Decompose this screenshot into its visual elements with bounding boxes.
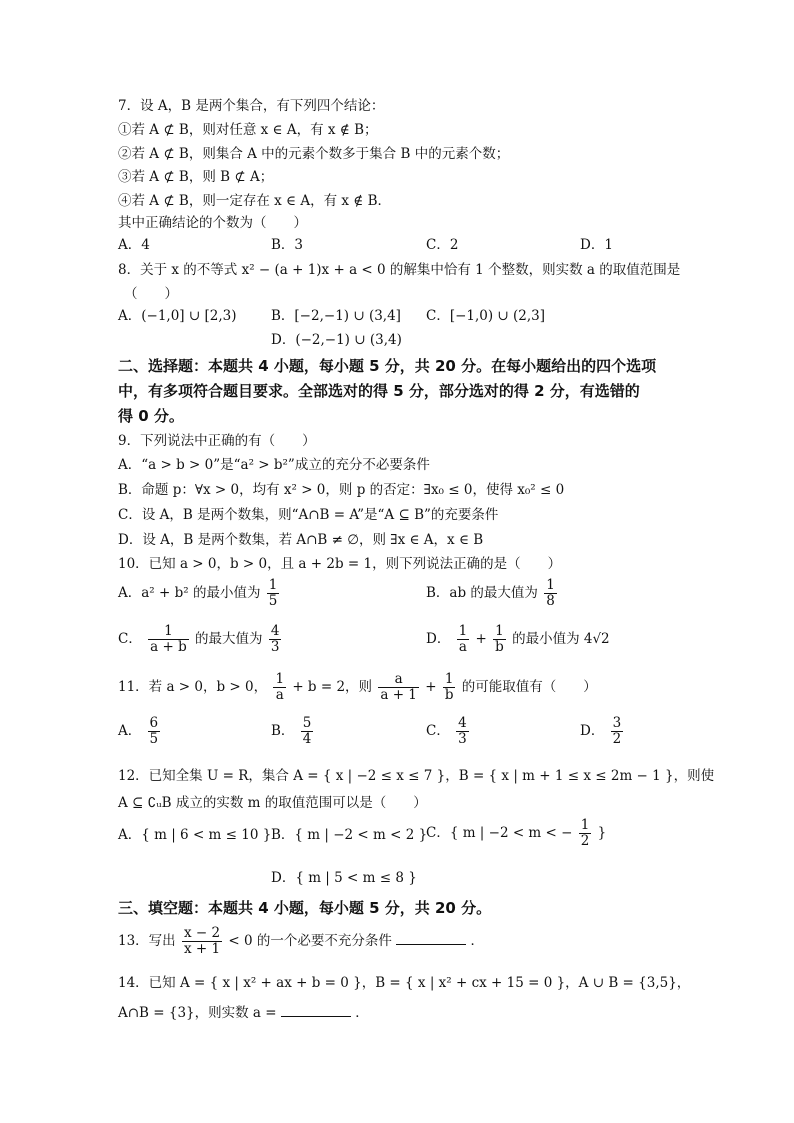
section2-heading-line3: 得 0 分。	[118, 407, 184, 425]
q10-d-num2: 1	[493, 624, 506, 640]
q7-conclusion-4: ④若 A ⊄ B，则一定存在 x ∈ A，有 x ∉ B．	[118, 193, 391, 209]
q11-b-fraction	[301, 716, 314, 747]
q10-option-c	[118, 624, 283, 655]
q11-a-num: 6	[149, 715, 159, 731]
q10-a-fraction	[267, 578, 280, 609]
q11-d-num: 3	[612, 715, 622, 731]
q11-fraction-1	[273, 672, 286, 703]
q10-c-fraction-1	[148, 624, 189, 655]
q8-option-d: D．(−2,−1) ∪ (3,4)	[271, 332, 402, 348]
q10-option-d	[426, 624, 610, 655]
q7-conclusion-1: ①若 A ⊄ B，则对任意 x ∈ A，有 x ∉ B；	[118, 122, 378, 138]
q8-option-b: B．[−2,−1) ∪ (3,4]	[271, 308, 401, 324]
q10-d-num1: 1	[458, 623, 468, 639]
q10-c-mid: 的最大值为	[195, 631, 263, 647]
q10-b-den: 8	[546, 593, 555, 609]
q11-pre: 11．若 a > 0，b > 0，	[118, 679, 268, 695]
q11-c-label: C．	[426, 723, 450, 739]
q11-f1-num: 1	[275, 671, 285, 687]
q13-fraction	[182, 926, 222, 957]
q10-b-fraction	[544, 578, 557, 609]
q7-option-a: A．4	[118, 237, 150, 253]
q14-answer-blank[interactable]	[281, 1002, 351, 1017]
q10-c-den: a + b	[150, 639, 187, 655]
q13-post: < 0 的一个必要不充分条件	[228, 933, 392, 949]
q11-a-label: A．	[118, 723, 142, 739]
q11-option-d	[580, 716, 625, 747]
q10-a-num: 1	[268, 577, 278, 593]
q11-f3-num: 1	[443, 672, 456, 688]
q7-conclusion-3: ③若 A ⊄ B，则 B ⊄ A；	[118, 169, 274, 185]
q11-post: 的可能取值有（ ）	[461, 679, 597, 695]
q8-option-c: C．[−1,0) ∪ (2,3]	[426, 308, 546, 324]
q12-option-c	[426, 818, 606, 849]
q10-a-den: 5	[268, 593, 278, 609]
q13-answer-blank[interactable]	[396, 930, 466, 945]
q13-den: x + 1	[183, 941, 221, 957]
q11-plus: +	[425, 679, 437, 695]
q11-f3-den: b	[444, 687, 454, 703]
q11-c-den: 3	[458, 731, 467, 747]
q12-option-a: A．{ m | 6 < m ≤ 10 }	[118, 827, 272, 843]
q11-option-b	[271, 716, 315, 747]
q9-option-a: A．“a > b > 0”是“a² > b²”成立的充分不必要条件	[118, 457, 430, 473]
q11-option-c	[426, 716, 471, 747]
q10-d-den2: b	[495, 639, 504, 655]
q9-option-d: D．设 A，B 是两个数集，若 A∩B ≠ ∅，则 ∃x ∈ A，x ∈ B	[118, 532, 484, 548]
q12-option-b: B．{ m | −2 < m < 2 }	[271, 827, 428, 843]
q7-ask: 其中正确结论的个数为（ ）	[118, 215, 307, 231]
q13-end: ．	[470, 933, 484, 949]
section3-heading: 三、填空题：本题共 4 小题，每小题 5 分，共 20 分。	[118, 899, 492, 917]
q9-option-c: C．设 A，B 是两个数集，则“A∩B = A”是“A ⊆ B”的充要条件	[118, 507, 499, 523]
q12-c-num: 1	[580, 817, 590, 833]
q8-paren: （ ）	[124, 286, 178, 302]
q11-b-label: B．	[271, 723, 295, 739]
q11-d-den: 2	[612, 731, 622, 747]
q10-c-num2: 4	[270, 623, 280, 639]
q10-d-plus: +	[475, 631, 487, 647]
q11-a-fraction	[148, 716, 161, 747]
q11-c-fraction	[456, 716, 469, 747]
q10-d-fraction-2	[493, 624, 506, 655]
q10-option-b	[426, 578, 559, 609]
q14-line-1: 14．已知 A = { x | x² + ax + b = 0 }，B = { x | x² + cx + 15 = 0 }，A ∪ B = {3,5}，	[118, 975, 691, 991]
q12-c-pre: C．{ m | −2 < m < −	[426, 825, 573, 841]
q11-fraction-2	[378, 672, 419, 703]
q11-c-num: 4	[458, 715, 467, 731]
q14-text: A∩B = {3}，则实数 a =	[118, 1005, 277, 1021]
q10-a-text: A．a² + b² 的最小值为	[118, 585, 261, 601]
q11-f1-den: a	[275, 687, 284, 703]
q12-stem-2: A ⊆ ∁ᵤB 成立的实数 m 的取值范围可以是（ ）	[118, 795, 427, 811]
q10-option-a	[118, 578, 281, 609]
q11-a-den: 5	[149, 731, 159, 747]
q10-d-post: 的最小值为 4√2	[512, 631, 610, 647]
q12-c-post: }	[597, 825, 607, 841]
q12-c-den: 2	[580, 833, 590, 849]
q11-f2-num: a	[378, 672, 419, 688]
q12-stem: 12．已知全集 U = R，集合 A = { x | −2 ≤ x ≤ 7 }，B = { x | m + 1 ≤ x ≤ 2m − 1 }，则使	[118, 768, 715, 784]
q13-num: x − 2	[183, 925, 221, 941]
q11-f2-den: a + 1	[380, 687, 417, 703]
q10-d-fraction-1	[457, 624, 470, 655]
q11-b-den: 4	[302, 731, 312, 747]
q11-option-a	[118, 716, 162, 747]
q10-c-den2: 3	[270, 639, 280, 655]
q13-pre: 13．写出	[118, 933, 176, 949]
q14-end: ．	[355, 1005, 369, 1021]
section2-heading-line2: 中，有多项符合题目要求。全部选对的得 5 分，部分选对的得 2 分，有选错的	[118, 382, 640, 400]
q11-b-num: 5	[302, 715, 312, 731]
q11-d-fraction	[611, 716, 624, 747]
q7-option-b: B．3	[271, 237, 304, 253]
q10-c-label: C．	[118, 631, 142, 647]
q10-c-num: 1	[148, 624, 189, 640]
q7-stem: 7．设 A，B 是两个集合，有下列四个结论：	[118, 98, 385, 114]
q11-stem	[118, 672, 597, 703]
q9-option-b: B．命题 p：∀x > 0，均有 x² > 0，则 p 的否定：∃x₀ ≤ 0，使得 x₀² ≤ 0	[118, 482, 565, 498]
q10-c-fraction-2	[269, 624, 282, 655]
section2-heading-line1: 二、选择题：本题共 4 小题，每小题 5 分，共 20 分。在每小题给出的四个选项	[118, 357, 657, 375]
q12-c-fraction	[579, 818, 592, 849]
q14-line-2	[118, 1002, 369, 1023]
q10-stem: 10．已知 a > 0，b > 0，且 a + 2b = 1，则下列说法正确的是（ ）	[118, 556, 562, 572]
q10-b-text: B．ab 的最大值为	[426, 585, 538, 601]
q8-option-a: A．(−1,0] ∪ [2,3)	[118, 308, 237, 324]
q7-option-c: C．2	[426, 237, 459, 253]
q7-option-d: D．1	[580, 237, 613, 253]
q11-fraction-3	[443, 672, 456, 703]
q8-stem: 8．关于 x 的不等式 x² − (a + 1)x + a < 0 的解集中恰有 1 个整数，则实数 a 的取值范围是	[118, 262, 681, 278]
q7-conclusion-2: ②若 A ⊄ B，则集合 A 中的元素个数多于集合 B 中的元素个数；	[118, 146, 510, 162]
q12-option-d: D．{ m | 5 < m ≤ 8 }	[271, 870, 417, 886]
q10-b-num: 1	[546, 577, 555, 593]
q10-d-label: D．	[426, 631, 451, 647]
q9-stem: 9．下列说法中正确的有（ ）	[118, 433, 316, 449]
q11-mid: + b = 2，则	[292, 679, 373, 695]
q10-d-den1: a	[458, 639, 467, 655]
q13	[118, 926, 484, 957]
q11-d-label: D．	[580, 723, 605, 739]
